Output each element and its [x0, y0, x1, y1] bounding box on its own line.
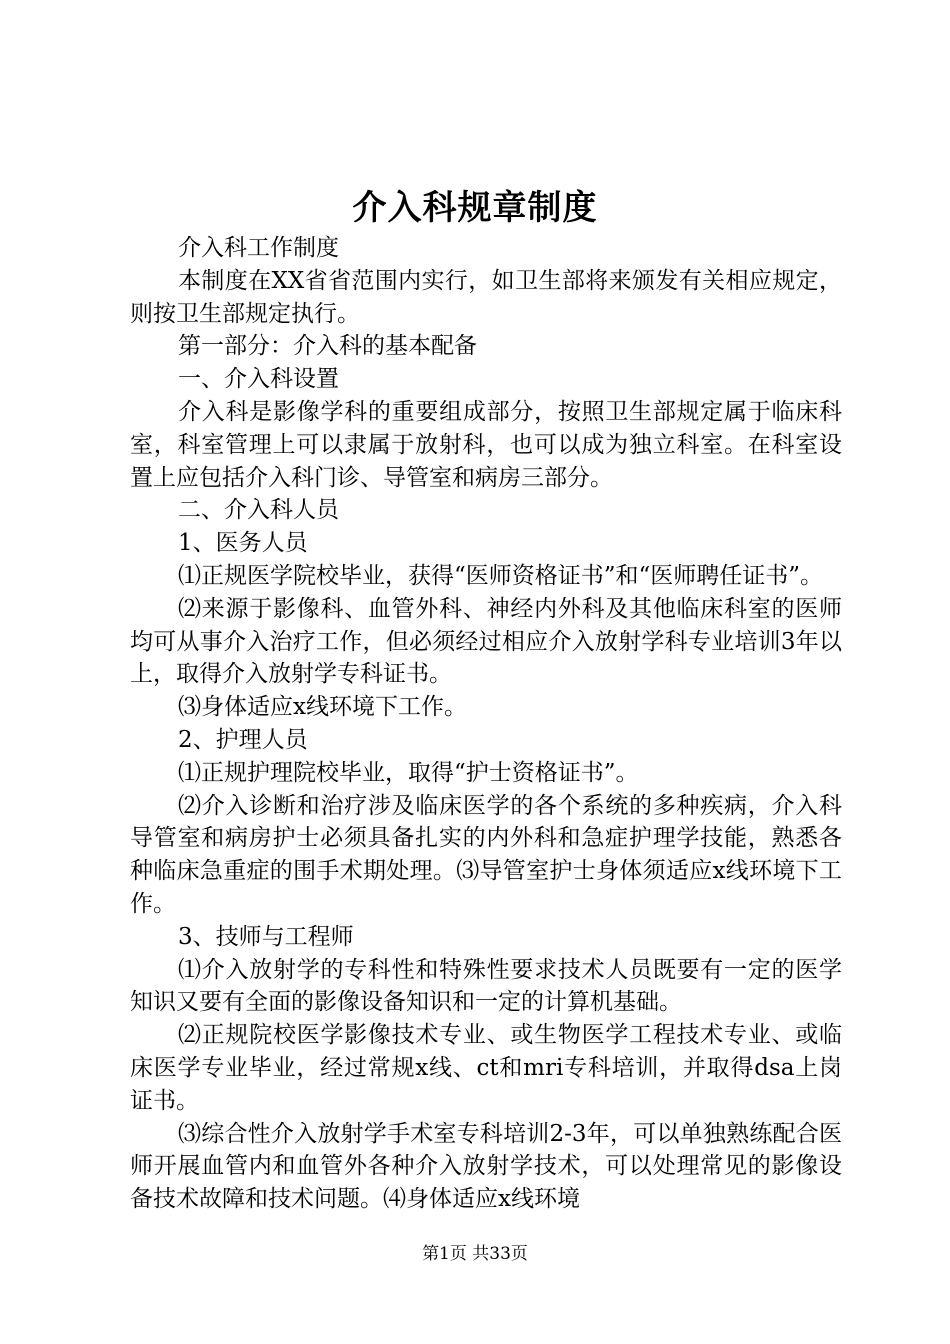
paragraph: 3、技师与工程师 — [178, 923, 354, 950]
paragraph: 介入科工作制度 — [178, 235, 339, 261]
paragraph: 一、介入科设置 — [178, 366, 339, 393]
paragraph: 1、医务人员 — [178, 530, 308, 557]
paragraph: ⑵介入诊断和治疗涉及临床医学的各个系统的多种疾病，介入科导管室和病房护士必须具备扎实的内外科和急症护理学技能，熟悉各种临床急重症的围手术期处理。⑶导管室护士身体须适应x线环境下工作。 — [130, 792, 842, 917]
paragraph: ⑶身体适应x线环境下工作。 — [178, 694, 467, 721]
paragraph: ⑵正规院校医学影像技术专业、或生物医学工程技术专业、或临床医学专业毕业，经过常规x线、ct和mri专科培训，并取得dsa上岗证书。 — [130, 1022, 842, 1114]
paragraph: 介入科是影像学科的重要组成部分，按照卫生部规定属于临床科室，科室管理上可以隶属于放射科，也可以成为独立科室。在科室设置上应包括介入科门诊、导管室和病房三部分。 — [130, 398, 842, 491]
paragraph: 第一部分：介入科的基本配备 — [178, 333, 477, 360]
paragraph: ⑴介入放射学的专科性和特殊性要求技术人员既要有一定的医学知识又要有全面的影像设备知识和一定的计算机基础。 — [130, 956, 842, 1016]
paragraph: ⑴正规医学院校毕业，获得“医师资格证书”和“医师聘任证书”。 — [178, 562, 824, 589]
document-title: 介入科规章制度 — [352, 188, 598, 228]
page-number-footer: 第1页 共33页 — [422, 1244, 528, 1264]
paragraph: ⑶综合性介入放射学手术室专科培训2-3年，可以单独熟练配合医师开展血管内和血管外各种介入放射学技术，可以处理常见的影像设备技术故障和技术问题。⑷身体适应x线环境 — [130, 1120, 842, 1213]
document-body — [130, 232, 842, 1216]
paragraph: 2、护理人员 — [178, 726, 308, 753]
paragraph: 二、介入科人员 — [178, 497, 339, 524]
paragraph: ⑵来源于影像科、血管外科、神经内外科及其他临床科室的医师均可从事介入治疗工作，但必须经过相应介入放射学科专业培训3年以上，取得介入放射学专科证书。 — [130, 595, 842, 688]
paragraph: 本制度在XX省省范围内实行，如卫生部将来颁发有关相应规定，则按卫生部规定执行。 — [130, 267, 842, 327]
paragraph: ⑴正规护理院校毕业，取得“护士资格证书”。 — [178, 759, 639, 786]
